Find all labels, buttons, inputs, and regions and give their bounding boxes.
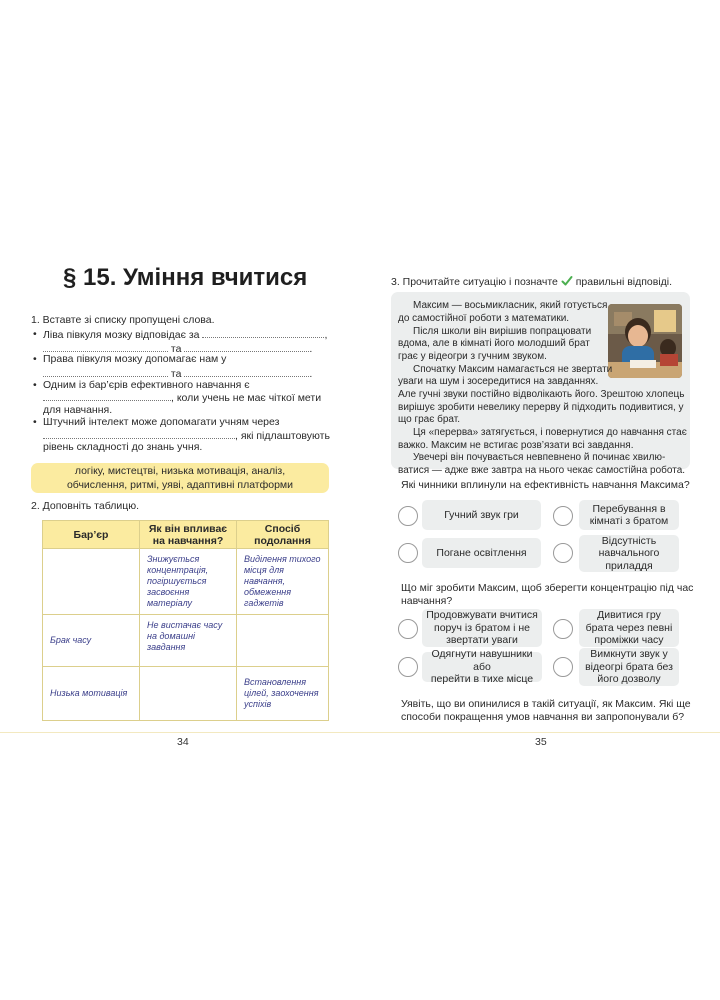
- answer-checkbox[interactable]: [553, 619, 573, 639]
- table-cell-solution[interactable]: [237, 615, 329, 667]
- blank-field[interactable]: [184, 341, 309, 352]
- story-text: вдома, але в кімнаті його молодший брат: [398, 338, 590, 349]
- story-text: грає у відеогри з гучним звуком.: [398, 351, 547, 362]
- answer-option: Дивитися гру брата через певні проміжки часу: [579, 609, 679, 647]
- page-number: 34: [177, 736, 189, 748]
- barrier-table: [42, 520, 329, 721]
- story-text: Ця «перерва» затягується, і повернутися до навчання стає: [413, 427, 687, 438]
- question-2-cont: навчання?: [401, 595, 453, 607]
- page-number: 35: [535, 736, 547, 748]
- question-1: Які чинники вплинули на ефективність навчання Максима?: [401, 479, 690, 491]
- story-text: уваги на шум і зосередитися на завданнях.: [398, 376, 599, 387]
- answer-option: Гучний звук гри: [422, 500, 541, 530]
- answer-option: Відсутність навчального приладдя: [579, 535, 679, 572]
- answer-option: Одягнути навушники або перейти в тихе місце: [422, 652, 542, 682]
- answer-option: Перебування в кімнаті з братом: [579, 500, 679, 530]
- table-header-row: [43, 521, 329, 549]
- table-cell-effect[interactable]: [140, 667, 237, 721]
- task1-line-3: • Одним із бар’єрів ефективного навчання є: [33, 379, 250, 391]
- column-header: Спосіб подолання: [237, 521, 329, 549]
- table-row: [43, 667, 329, 721]
- table-row: [43, 615, 329, 667]
- check-icon: [561, 275, 573, 292]
- table-cell-effect[interactable]: Знижується концентрація, погіршується засвоєння матеріалу: [140, 549, 237, 615]
- task1-line-4: • Штучний інтелект може допомагати учням через: [33, 416, 280, 428]
- blank-field[interactable]: [202, 327, 324, 338]
- story-text: до самостійної роботи з математики.: [398, 313, 570, 324]
- task2-heading: 2. Доповніть таблицю.: [31, 500, 140, 512]
- answer-option: Продовжувати вчитися поруч із братом і не звертати уваги: [422, 609, 542, 647]
- answer-checkbox[interactable]: [553, 543, 573, 563]
- answer-option: Погане освітлення: [422, 538, 541, 568]
- footer-divider: [360, 732, 720, 733]
- task1-line-3c: для навчання.: [43, 404, 113, 416]
- column-header: Бар’єр: [43, 521, 140, 549]
- table-cell-effect[interactable]: Не вистачає часу на домашні завдання: [140, 615, 237, 667]
- story-text: Після школи він вирішив попрацювати: [413, 326, 592, 337]
- question-2: Що міг зробити Максим, щоб зберегти концентрацію під час: [401, 582, 694, 594]
- story-text: що грає брат.: [398, 414, 460, 425]
- story-illustration: [608, 304, 682, 378]
- footer-divider: [0, 732, 360, 733]
- table-cell-barrier[interactable]: [43, 549, 140, 615]
- blank-field[interactable]: [184, 366, 309, 377]
- story-text: важко. Максим не встигає розв’язати всі завдання.: [398, 440, 634, 451]
- answer-checkbox[interactable]: [398, 657, 418, 677]
- question-3-cont: способи покращення умов навчання ви запропонували б?: [401, 711, 685, 723]
- table-cell-solution[interactable]: Виділення тихого місця для навчання, обмеження гаджетів: [237, 549, 329, 615]
- answer-checkbox[interactable]: [553, 506, 573, 526]
- task1-line-1: • Ліва півкуля мозку відповідає за ,: [33, 328, 328, 341]
- blank-field[interactable]: [43, 341, 168, 352]
- table-cell-barrier[interactable]: Брак часу: [43, 615, 140, 667]
- answer-checkbox[interactable]: [398, 619, 418, 639]
- task3-heading: 3. Прочитайте ситуацію і позначте правильні відповіді.: [391, 275, 672, 292]
- page-title: § 15. Уміння вчитися: [63, 264, 308, 291]
- story-text: Спочатку Максим намагається не звертати: [413, 364, 613, 375]
- task1-line-4b: , які підлаштовують: [43, 428, 330, 444]
- story-text: вирішує зробити невелику перерву й підходить подивитися, у: [398, 402, 684, 413]
- answer-option: Вимкнути звук у відеогрі брата без його дозволу: [579, 648, 679, 686]
- table-cell-barrier[interactable]: Низька мотивація: [43, 667, 140, 721]
- right-page: [360, 0, 720, 1000]
- blank-field[interactable]: [43, 366, 168, 377]
- answer-checkbox[interactable]: [398, 543, 418, 563]
- task1-line-3b: , коли учень не має чіткої мети: [43, 390, 321, 406]
- task1-line-4c: рівень складності до знань учня.: [43, 441, 203, 453]
- answer-checkbox[interactable]: [398, 506, 418, 526]
- story-text: ватися — адже вже завтра на нього чекає самостійна робота.: [398, 465, 686, 476]
- story-text: Увечері він почувається невпевнено й починає хвилю-: [413, 452, 666, 463]
- question-3: Уявіть, що ви опинилися в такій ситуації, як Максим. Які ще: [401, 698, 691, 710]
- story-text: Максим — восьмикласник, який готується: [413, 300, 608, 311]
- table-cell-solution[interactable]: Встановлення цілей, заохочення успіхів: [237, 667, 329, 721]
- column-header: Як він впливає на навчання?: [140, 521, 237, 549]
- task1-line-2: • Права півкуля мозку допомагає нам у: [33, 353, 227, 365]
- task1-heading: 1. Вставте зі списку пропущені слова.: [31, 314, 215, 326]
- blank-field[interactable]: [43, 390, 171, 401]
- task1-line-2b: та .: [43, 366, 312, 382]
- answer-checkbox[interactable]: [553, 657, 573, 677]
- blank-field[interactable]: [43, 428, 235, 439]
- table-row: [43, 549, 329, 615]
- task1-line-1b: та .: [43, 341, 312, 357]
- story-text: Але гучні звуки постійно відволікають його. Зрештою хлопець: [398, 389, 685, 400]
- word-bank: логіку, мистецтві, низька мотивація, аналіз, обчислення, ритмі, уяві, адаптивні платформи: [31, 463, 329, 493]
